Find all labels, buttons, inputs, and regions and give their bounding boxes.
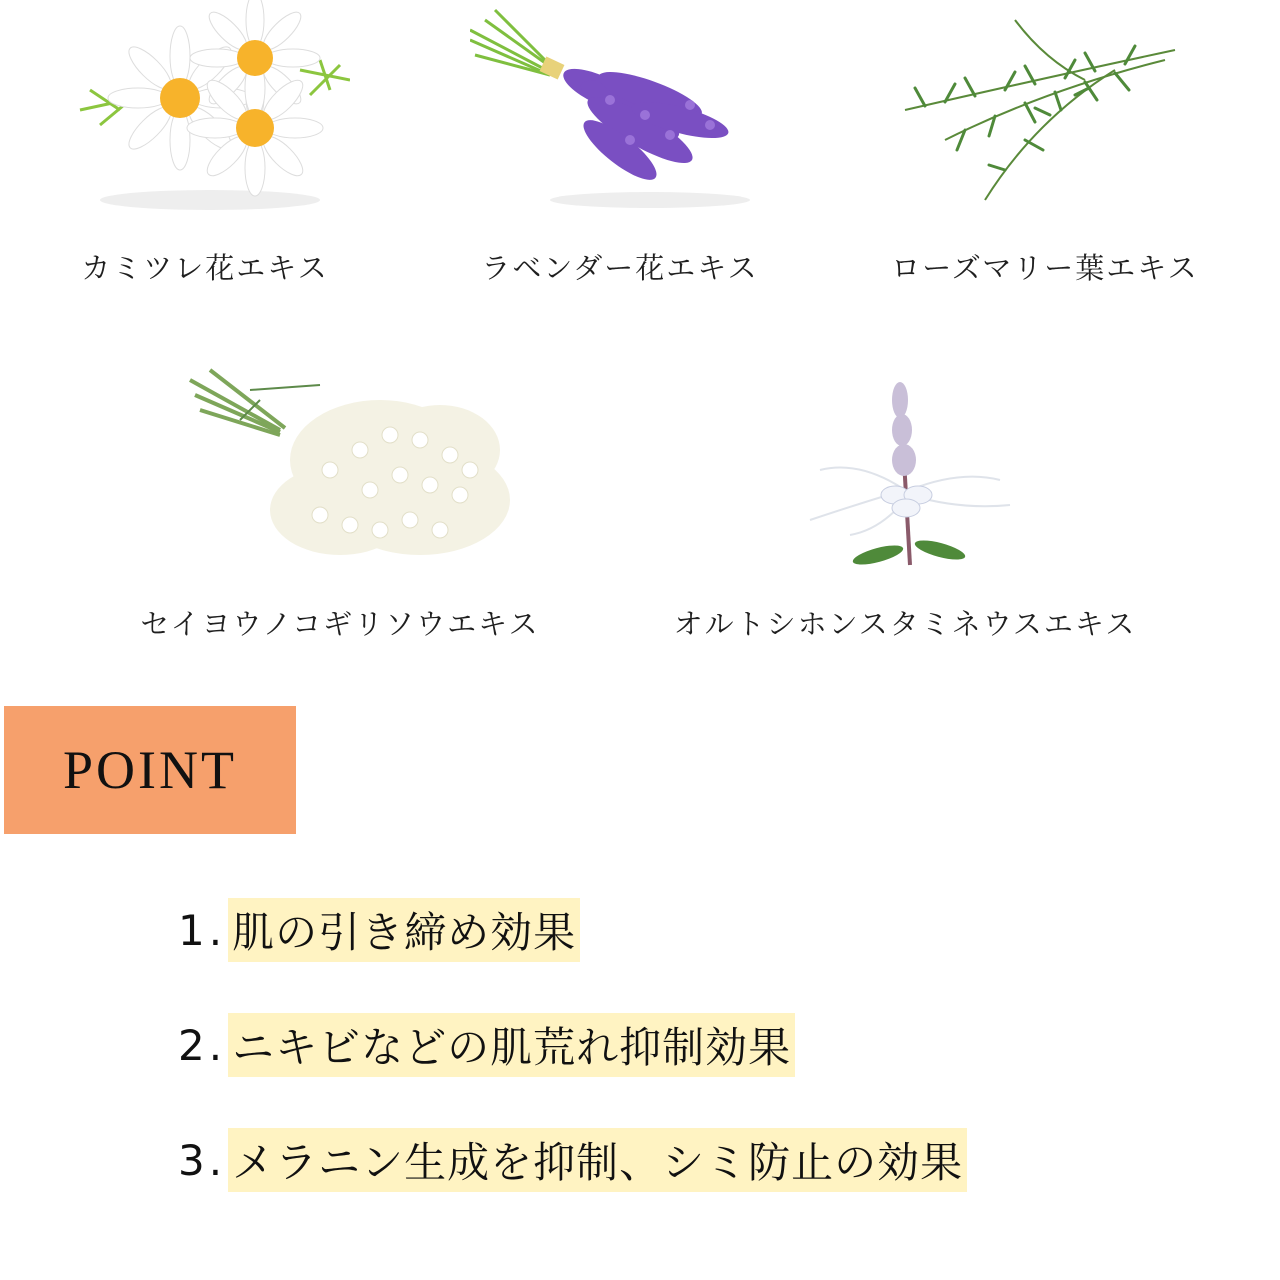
point-title: POINT xyxy=(63,740,237,800)
herb-yarrow xyxy=(120,360,560,650)
herb-orthosiphon xyxy=(660,360,1150,650)
herb-label: ローズマリー葉エキス xyxy=(891,251,1199,285)
herb-lavender xyxy=(470,0,770,300)
herb-rosemary xyxy=(885,0,1205,300)
point-item-number: 1. xyxy=(178,905,227,955)
point-item xyxy=(178,1015,795,1075)
yarrow-icon xyxy=(120,360,560,575)
orthosiphon-icon xyxy=(660,360,1150,575)
point-item xyxy=(178,1130,967,1190)
herb-label: セイヨウノコギリソウエキス xyxy=(140,607,540,641)
herb-label: オルトシホンスタミネウスエキス xyxy=(673,607,1137,641)
herb-chamomile xyxy=(60,0,350,300)
rosemary-icon xyxy=(885,0,1205,230)
chamomile-icon xyxy=(60,0,350,230)
point-item-text: 肌の引き締め効果 xyxy=(228,898,580,962)
point-item xyxy=(178,900,580,960)
point-item-number: 2. xyxy=(178,1020,227,1070)
herb-label: ラベンダー花エキス xyxy=(481,251,759,285)
point-badge xyxy=(4,706,296,834)
point-item-text: ニキビなどの肌荒れ抑制効果 xyxy=(228,1013,795,1077)
lavender-icon xyxy=(470,0,770,230)
point-item-number: 3. xyxy=(178,1135,227,1185)
herb-label: カミツレ花エキス xyxy=(81,251,329,285)
point-item-text: メラニン生成を抑制、シミ防止の効果 xyxy=(228,1128,967,1192)
